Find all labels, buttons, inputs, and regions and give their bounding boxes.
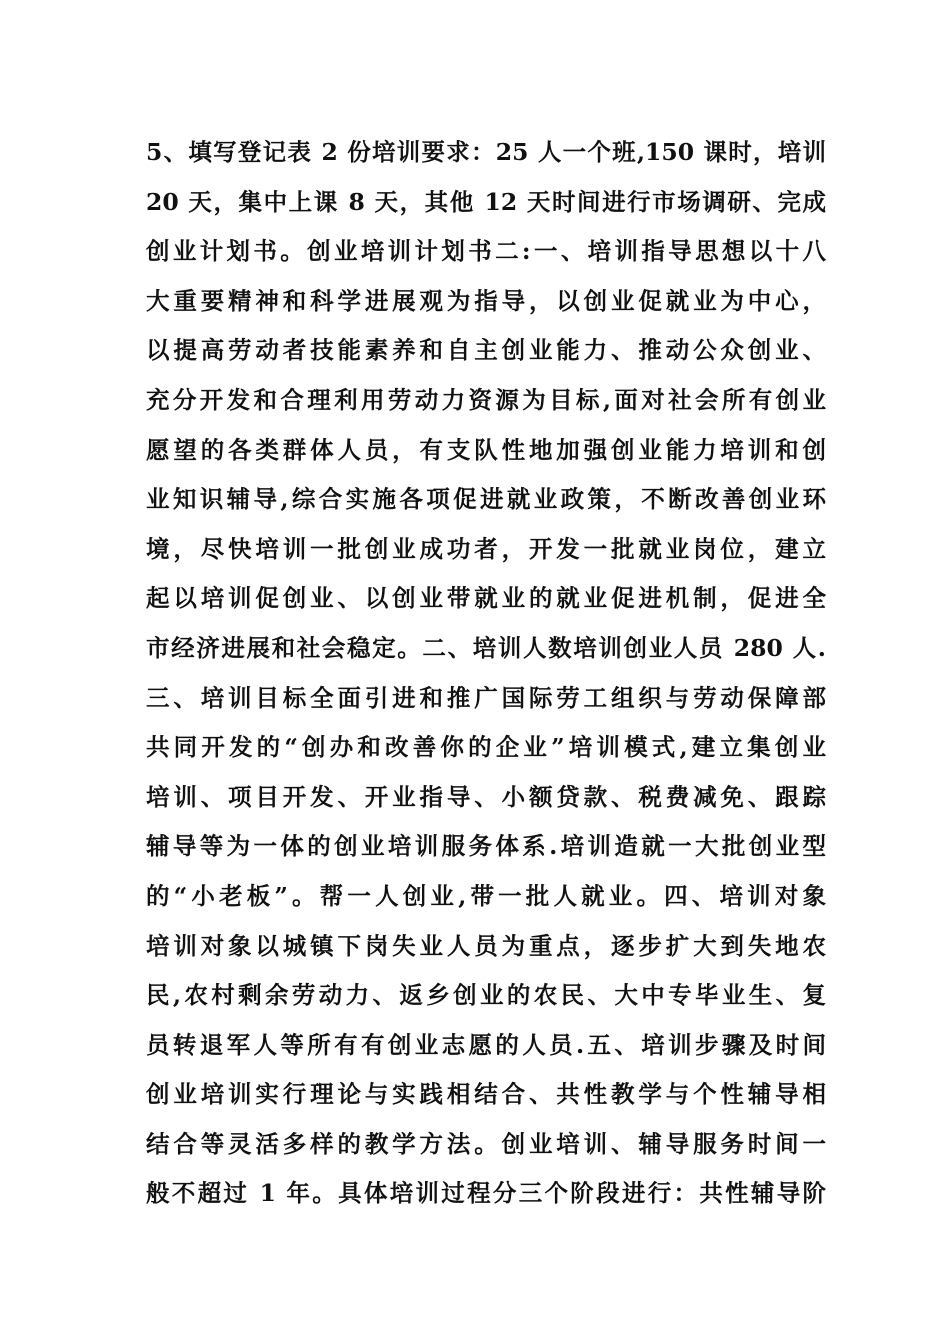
- body-text: [146, 128, 826, 1219]
- text-line-8: 业知识辅导,综合实施各项促进就业政策，不断改善创业环: [146, 485, 826, 514]
- text-line-5: 以提高劳动者技能素养和自主创业能力、推动公众创业、: [146, 336, 826, 365]
- text-line-9: 境，尽快培训一批创业成功者，开发一批就业岗位，建立: [146, 534, 826, 563]
- text-line-17: 培训对象以城镇下岗失业人员为重点，逐步扩大到失地农: [146, 931, 826, 960]
- text-line-11: 市经济进展和社会稳定。二、培训人数培训创业人员 280 人.: [146, 633, 826, 662]
- text-line-13: 共同开发的“创办和改善你的企业”培训模式,建立集创业: [146, 733, 826, 762]
- text-line-1: 5、填写登记表 2 份培训要求：25 人一个班,150 课时，培训: [146, 138, 826, 166]
- text-line-22: 般不超过 1 年。具体培训过程分三个阶段进行：共性辅导阶: [146, 1179, 826, 1208]
- text-line-16: 的“小老板”。帮一人创业,带一批人就业。四、培训对象: [146, 881, 826, 910]
- text-line-15: 辅导等为一体的创业培训服务体系.培训造就一大批创业型: [146, 832, 826, 861]
- text-line-20: 创业培训实行理论与实践相结合、共性教学与个性辅导相: [146, 1080, 826, 1109]
- text-line-4: 大重要精神和科学进展观为指导，以创业促就业为中心，: [146, 286, 826, 315]
- text-line-2: 20 天，集中上课 8 天，其他 12 天时间进行市场调研、完成: [146, 187, 826, 216]
- text-line-18: 民,农村剩余劳动力、返乡创业的农民、大中专毕业生、复: [146, 981, 826, 1010]
- text-line-21: 结合等灵活多样的教学方法。创业培训、辅导服务时间一: [146, 1129, 826, 1158]
- text-line-12: 三、培训目标全面引进和推广国际劳工组织与劳动保障部: [146, 683, 826, 712]
- text-line-3: 创业计划书。创业培训计划书二:一、培训指导思想以十八: [146, 237, 826, 266]
- text-line-14: 培训、项目开发、开业指导、小额贷款、税费减免、跟踪: [146, 782, 826, 811]
- text-line-7: 愿望的各类群体人员，有支队性地加强创业能力培训和创: [146, 435, 826, 464]
- text-line-6: 充分开发和合理利用劳动力资源为目标,面对社会所有创业: [146, 385, 826, 414]
- text-line-19: 员转退军人等所有有创业志愿的人员.五、培训步骤及时间: [146, 1030, 826, 1059]
- text-line-10: 起以培训促创业、以创业带就业的就业促进机制，促进全: [146, 584, 826, 613]
